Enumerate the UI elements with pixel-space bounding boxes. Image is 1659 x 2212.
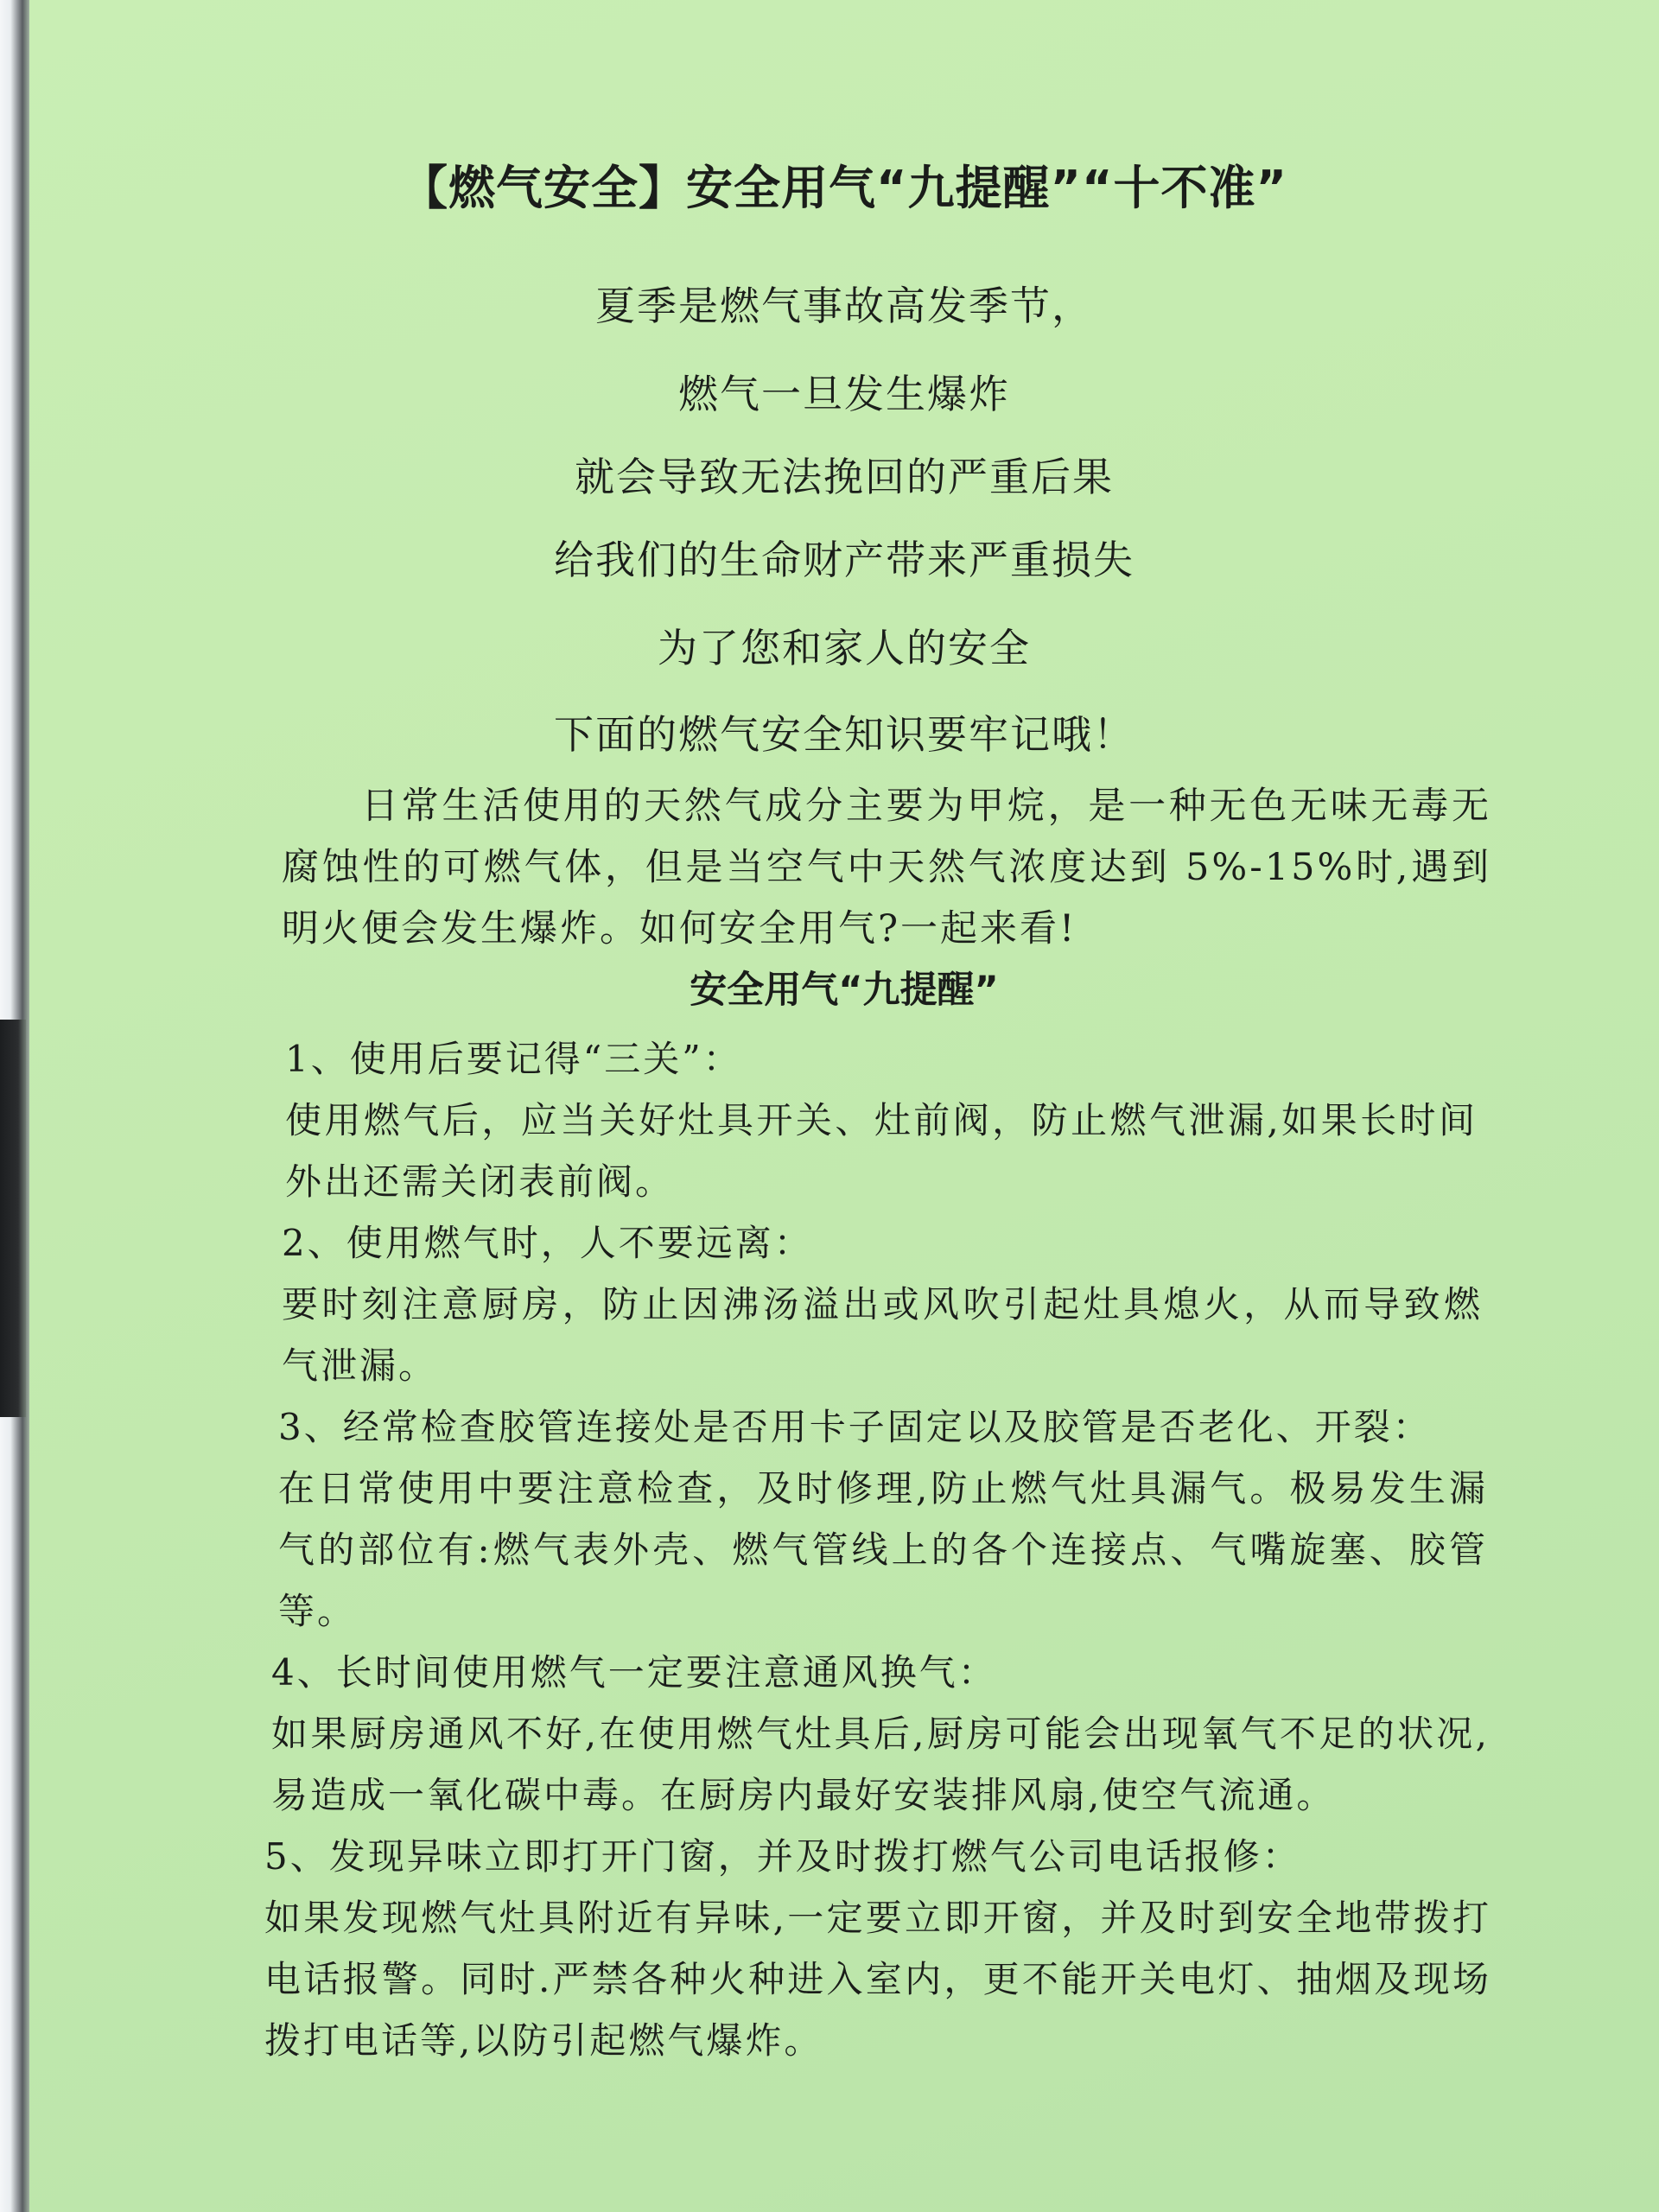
intro-line: 给我们的生命财产带来严重损失 [554,537,1135,583]
section-title: 安全用气“九提醒” [690,969,999,1012]
list-item [282,1212,1483,1396]
item-body: 如果厨房通风不好,在使用燃气灶具后,厨房可能会出现氧气不足的状况,易造成一氧化碳中毒。在厨房内最好安装排风扇,使空气流通。 [271,1713,1490,1816]
list-item [264,1826,1491,2071]
intro-line: 下面的燃气安全知识要牢记哦！ [554,711,1135,758]
item-heading: 3、经常检查胶管连接处是否用卡子固定以及胶管是否老化、开裂： [278,1406,1432,1448]
item-body: 要时刻注意厨房，防止因沸汤溢出或风吹引起灶具熄火，从而导致燃气泄漏。 [282,1283,1483,1387]
background-object [0,1020,26,1417]
intro-paragraph: 日常生活使用的天然气成分主要为甲烷，是一种无色无味无毒无腐蚀性的可燃气体，但是当空气中天然气浓度达到 5%-15%时,遇到明火便会发生爆炸。如何安全用气?一起来看! [282,785,1491,950]
item-body: 使用燃气后，应当关好灶具开关、灶前阀，防止燃气泄漏,如果长时间外出还需关闭表前阀。 [285,1099,1478,1203]
list-item [285,1028,1478,1212]
item-heading: 5、发现异味立即打开门窗，并及时拨打燃气公司电话报修： [264,1835,1301,1878]
intro-line: 燃气一旦发生爆炸 [678,371,1010,417]
list-item [271,1642,1490,1826]
notice-sheet [29,0,1659,2212]
intro-line: 夏季是燃气事故高发季节， [595,283,1093,329]
item-body: 在日常使用中要注意检查，及时修理,防止燃气灶具漏气。极易发生漏气的部位有:燃气表外壳、燃气管线上的各个连接点、气嘴旋塞、胶管等。 [278,1467,1488,1632]
intro-line: 为了您和家人的安全 [658,625,1031,671]
item-body: 如果发现燃气灶具附近有异味,一定要立即开窗，并及时到安全地带拨打电话报警。同时.严禁各种火种进入室内，更不能开关电灯、抽烟及现场拨打电话等,以防引起燃气爆炸。 [264,1897,1491,2062]
item-heading: 1、使用后要记得“三关”： [285,1038,742,1080]
intro-line: 就会导致无法挽回的严重后果 [575,454,1114,500]
notice-title: 【燃气安全】安全用气“九提醒”“十不准” [401,161,1287,215]
item-heading: 4、长时间使用燃气一定要注意通风换气： [271,1651,997,1694]
list-item [278,1396,1488,1642]
item-heading: 2、使用燃气时，人不要远离： [282,1222,813,1264]
